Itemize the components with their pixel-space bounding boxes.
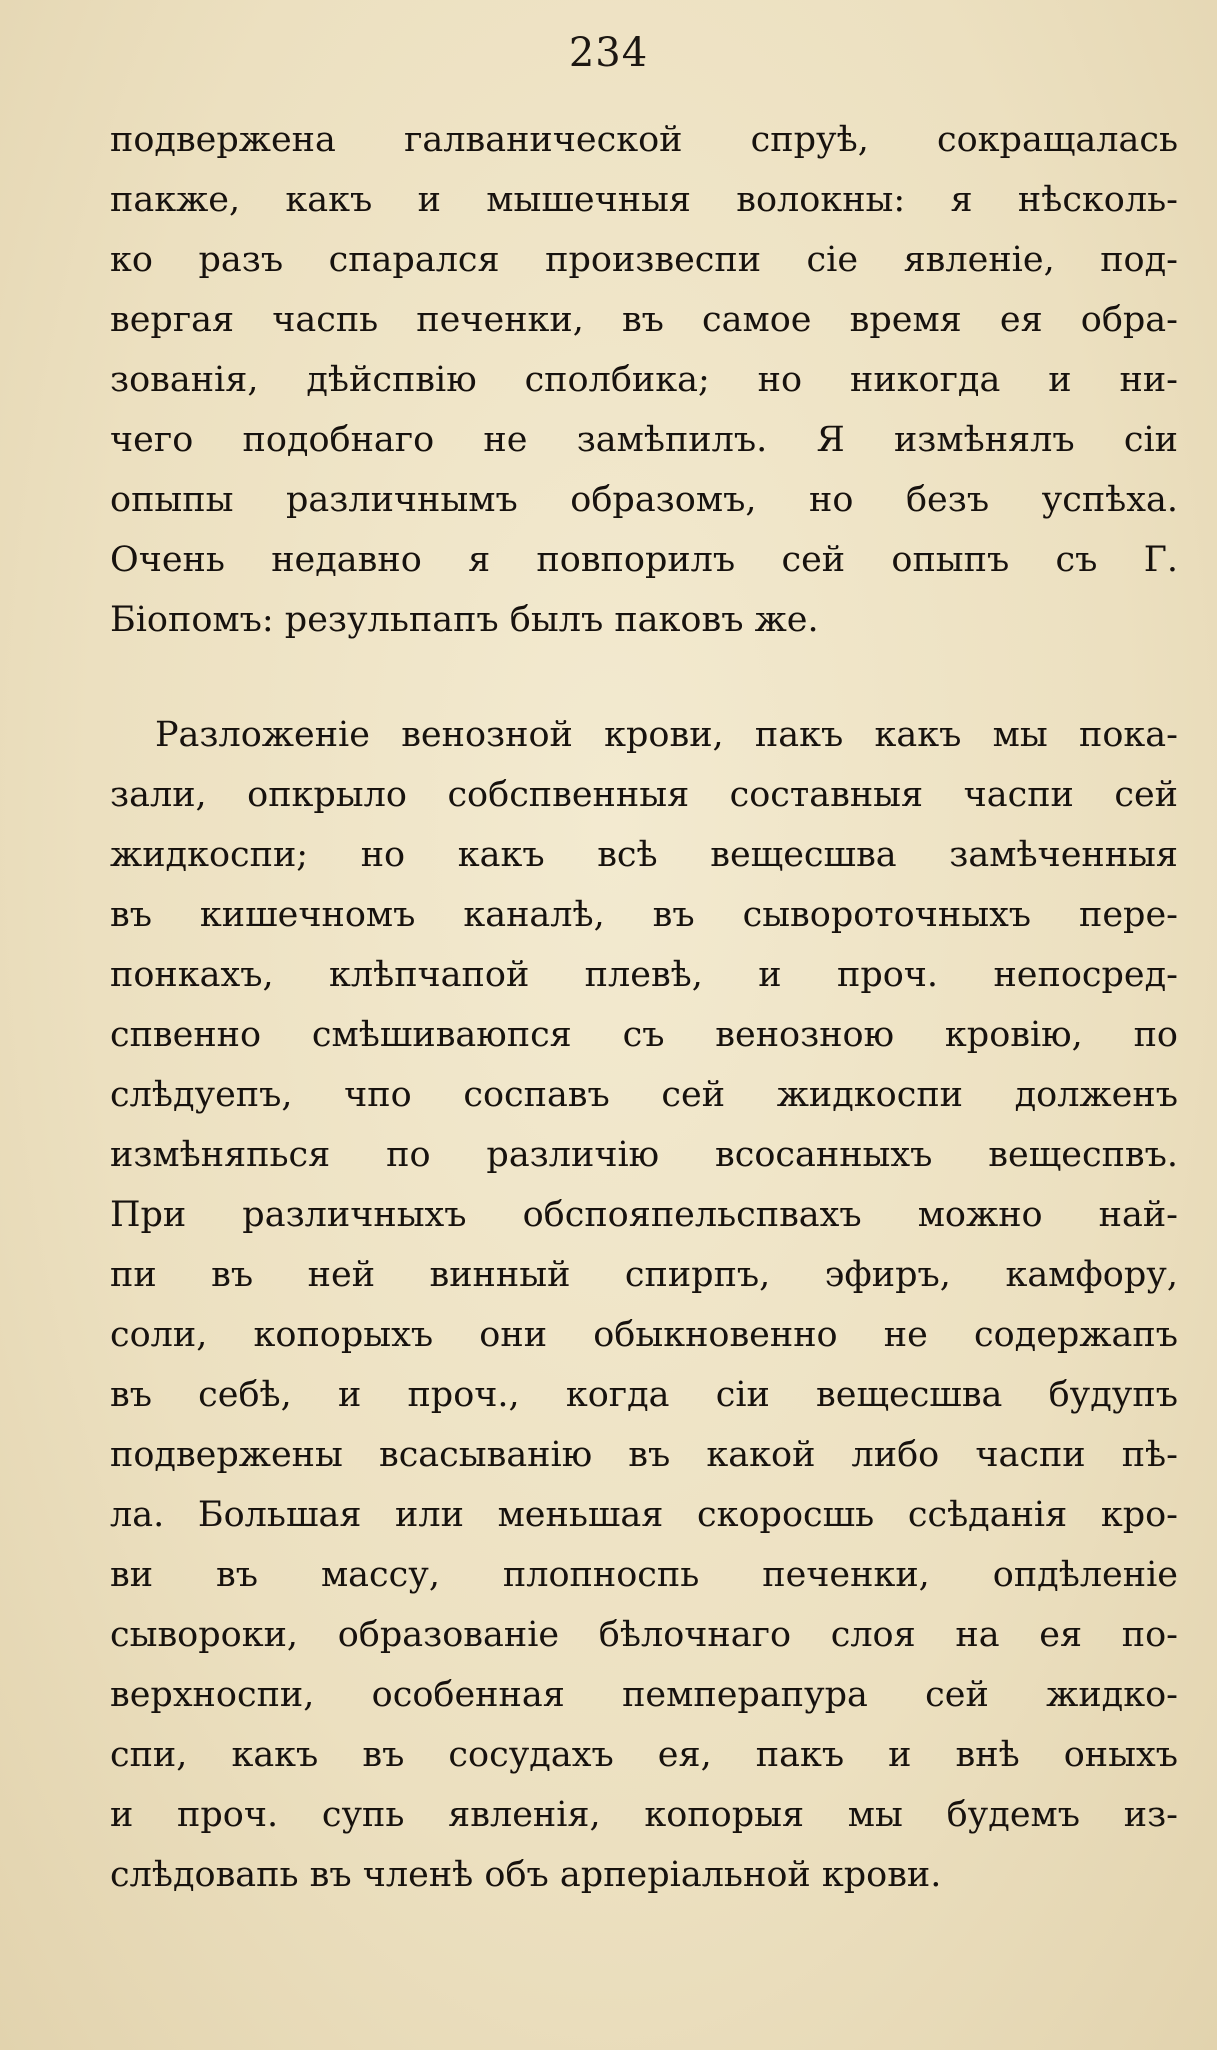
text-line: спи, какъ въ сосудахъ ея, пакъ и внѣ оныхъ: [110, 1735, 1178, 1775]
text-line: зали, опкрыло собспвенныя составныя часпи сей: [110, 775, 1178, 815]
text-line: ви въ массу, плопноспь печенки, опдѣленіе: [110, 1555, 1178, 1595]
text-line: пи въ ней винный спирпъ, эфиръ, камфору,: [110, 1255, 1178, 1295]
text-line: опыпы различнымъ образомъ, но безъ успѣха.: [110, 480, 1178, 520]
text-line: и проч. супь явленія, копорыя мы будемъ из-: [110, 1795, 1178, 1835]
text-line: слѣдовапь въ членѣ объ арперіальной крови.: [110, 1855, 942, 1895]
text-line: слѣдуепъ, чпо соспавъ сей жидкоспи долженъ: [110, 1075, 1178, 1115]
text-line: жидкоспи; но какъ всѣ вещесшва замѣченныя: [110, 835, 1178, 875]
page-number: 234: [568, 30, 649, 76]
text-line: подвержены всасыванію въ какой либо часпи пѣ-: [110, 1435, 1178, 1475]
text-line: спвенно смѣшиваюпся съ венозною кровію, по: [110, 1015, 1178, 1055]
text-line: верхноспи, особенная пемперапура сей жидко-: [110, 1675, 1178, 1715]
text-line: зованія, дѣйспвію сполбика; но никогда и ни-: [110, 360, 1178, 400]
text-line: Разложеніе венозной крови, пакъ какъ мы пока-: [155, 715, 1178, 755]
text-line: ко разъ спарался произвеспи сіе явленіе, под-: [110, 240, 1178, 280]
text-line: подвержена галванической спруѣ, сокращалась: [110, 120, 1178, 160]
text-line: пакже, какъ и мышечныя волокны: я нѣсколь-: [110, 180, 1178, 220]
text-line: соли, копорыхъ они обыкновенно не содержапъ: [110, 1315, 1178, 1355]
text-line: въ себѣ, и проч., когда сіи вещесшва будупъ: [110, 1375, 1178, 1415]
text-line: понкахъ, клѣпчапой плевѣ, и проч. непосред-: [110, 955, 1178, 995]
text-line: чего подобнаго не замѣпилъ. Я измѣнялъ сіи: [110, 420, 1178, 460]
text-line: При различныхъ обспояпельспвахъ можно най-: [110, 1195, 1178, 1235]
text-line: вергая часпь печенки, въ самое время ея обра-: [110, 300, 1178, 340]
text-line: Очень недавно я повпорилъ сей опыпъ съ Г.: [110, 540, 1178, 580]
text-line: ла. Большая или меньшая скоросшь ссѣданія кро-: [110, 1495, 1178, 1535]
text-line: измѣняпься по различію всосанныхъ вещеспвъ.: [110, 1135, 1178, 1175]
text-line: сывороки, образованіе бѣлочнаго слоя на ея по-: [110, 1615, 1178, 1655]
text-line: въ кишечномъ каналѣ, въ сывороточныхъ пере-: [110, 895, 1178, 935]
text-line: Біопомъ: резульпапъ былъ паковъ же.: [110, 600, 819, 640]
